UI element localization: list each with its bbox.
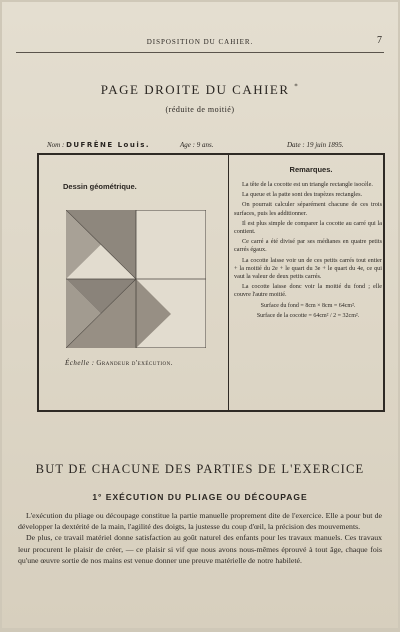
remark-paragraph: La queue et la patte sont des trapèzes rectangles. xyxy=(242,191,363,199)
running-head: DISPOSITION DU CAHIER. xyxy=(146,38,254,46)
page-subtitle: (réduite de moitié) xyxy=(165,105,235,114)
student-name xyxy=(47,141,150,149)
book-page xyxy=(2,2,398,628)
remarks-text xyxy=(234,181,382,322)
page-title xyxy=(2,82,398,98)
header-rule xyxy=(16,52,384,53)
name-label: Nom : xyxy=(47,141,65,149)
scale-value: Grandeur d'exécution. xyxy=(96,359,174,367)
formula-cocotte: Surface de la cocotte = 64cm² / 2 = 32cm². xyxy=(256,312,360,319)
remark-paragraph: On pourrait calculer séparément chacune de ces trois surfaces, puis les additionner. xyxy=(234,201,382,217)
remarks-title: Remarques. xyxy=(289,165,333,174)
drawing-scale xyxy=(65,359,173,367)
body-paragraph: De plus, ce travail matériel donne satisfaction au goût naturel des enfants pour les travaux manuels. Ces travaux leur procurent le plaisir de créer, — ce plaisir si vif que nous avons nous-mêmes éprouvé à tout âge, chaque fois qu'une œuvre sortie de nos mains est venue donner une preuve matérielle de notre habileté. xyxy=(18,533,382,565)
student-age: Age : 9 ans. xyxy=(180,141,214,149)
subsection-title: 1° EXÉCUTION DU PLIAGE OU DÉCOUPAGE xyxy=(92,492,308,502)
section-title: BUT DE CHACUNE DES PARTIES DE L'EXERCICE xyxy=(35,462,365,476)
drawing-title: Dessin géométrique. xyxy=(63,182,137,191)
formula-fond: Surface du fond = 8cm × 8cm = 64cm². xyxy=(260,302,356,309)
notebook-sheet xyxy=(37,153,385,412)
body-paragraph: L'exécution du pliage ou découpage constitue la partie manuelle proprement dite de l'exercice. Elle a pour but de développer la dextérité de la main, l'agilité des doigts, la justesse du coup d'œil, la précision des mouvements. xyxy=(18,511,382,532)
footnote-mark: * xyxy=(294,82,300,91)
remark-paragraph: La cocotte laisse voir un de ces petits carrés tout entier + la moitié du 2e + le quart du 3e + le quart du 4e, ce qui vaut la valeur de deux petits carrés. xyxy=(234,256,382,281)
page-number: 7 xyxy=(377,35,382,46)
column-divider xyxy=(228,155,229,410)
remark-paragraph: Il est plus simple de comparer la cocotte au carré qui la contient. xyxy=(234,219,382,236)
sheet-date: Date : 19 juin 1895. xyxy=(287,141,344,149)
geometric-drawing xyxy=(66,210,206,348)
body-text xyxy=(18,510,382,566)
remark-paragraph: La tête de la cocotte est un triangle rectangle isocèle. xyxy=(242,181,373,188)
remark-paragraph: La cocotte laisse donc voir la moitié du fond ; elle couvre l'autre moitié. xyxy=(234,283,382,299)
remark-paragraph: Ce carré a été divisé par ses médianes en quatre petits carrés égaux. xyxy=(234,238,382,254)
name-value: DUFRÊNE Louis. xyxy=(66,141,151,149)
scale-label: Échelle : xyxy=(65,359,95,367)
page-title-text: PAGE DROITE DU CAHIER xyxy=(100,82,290,97)
